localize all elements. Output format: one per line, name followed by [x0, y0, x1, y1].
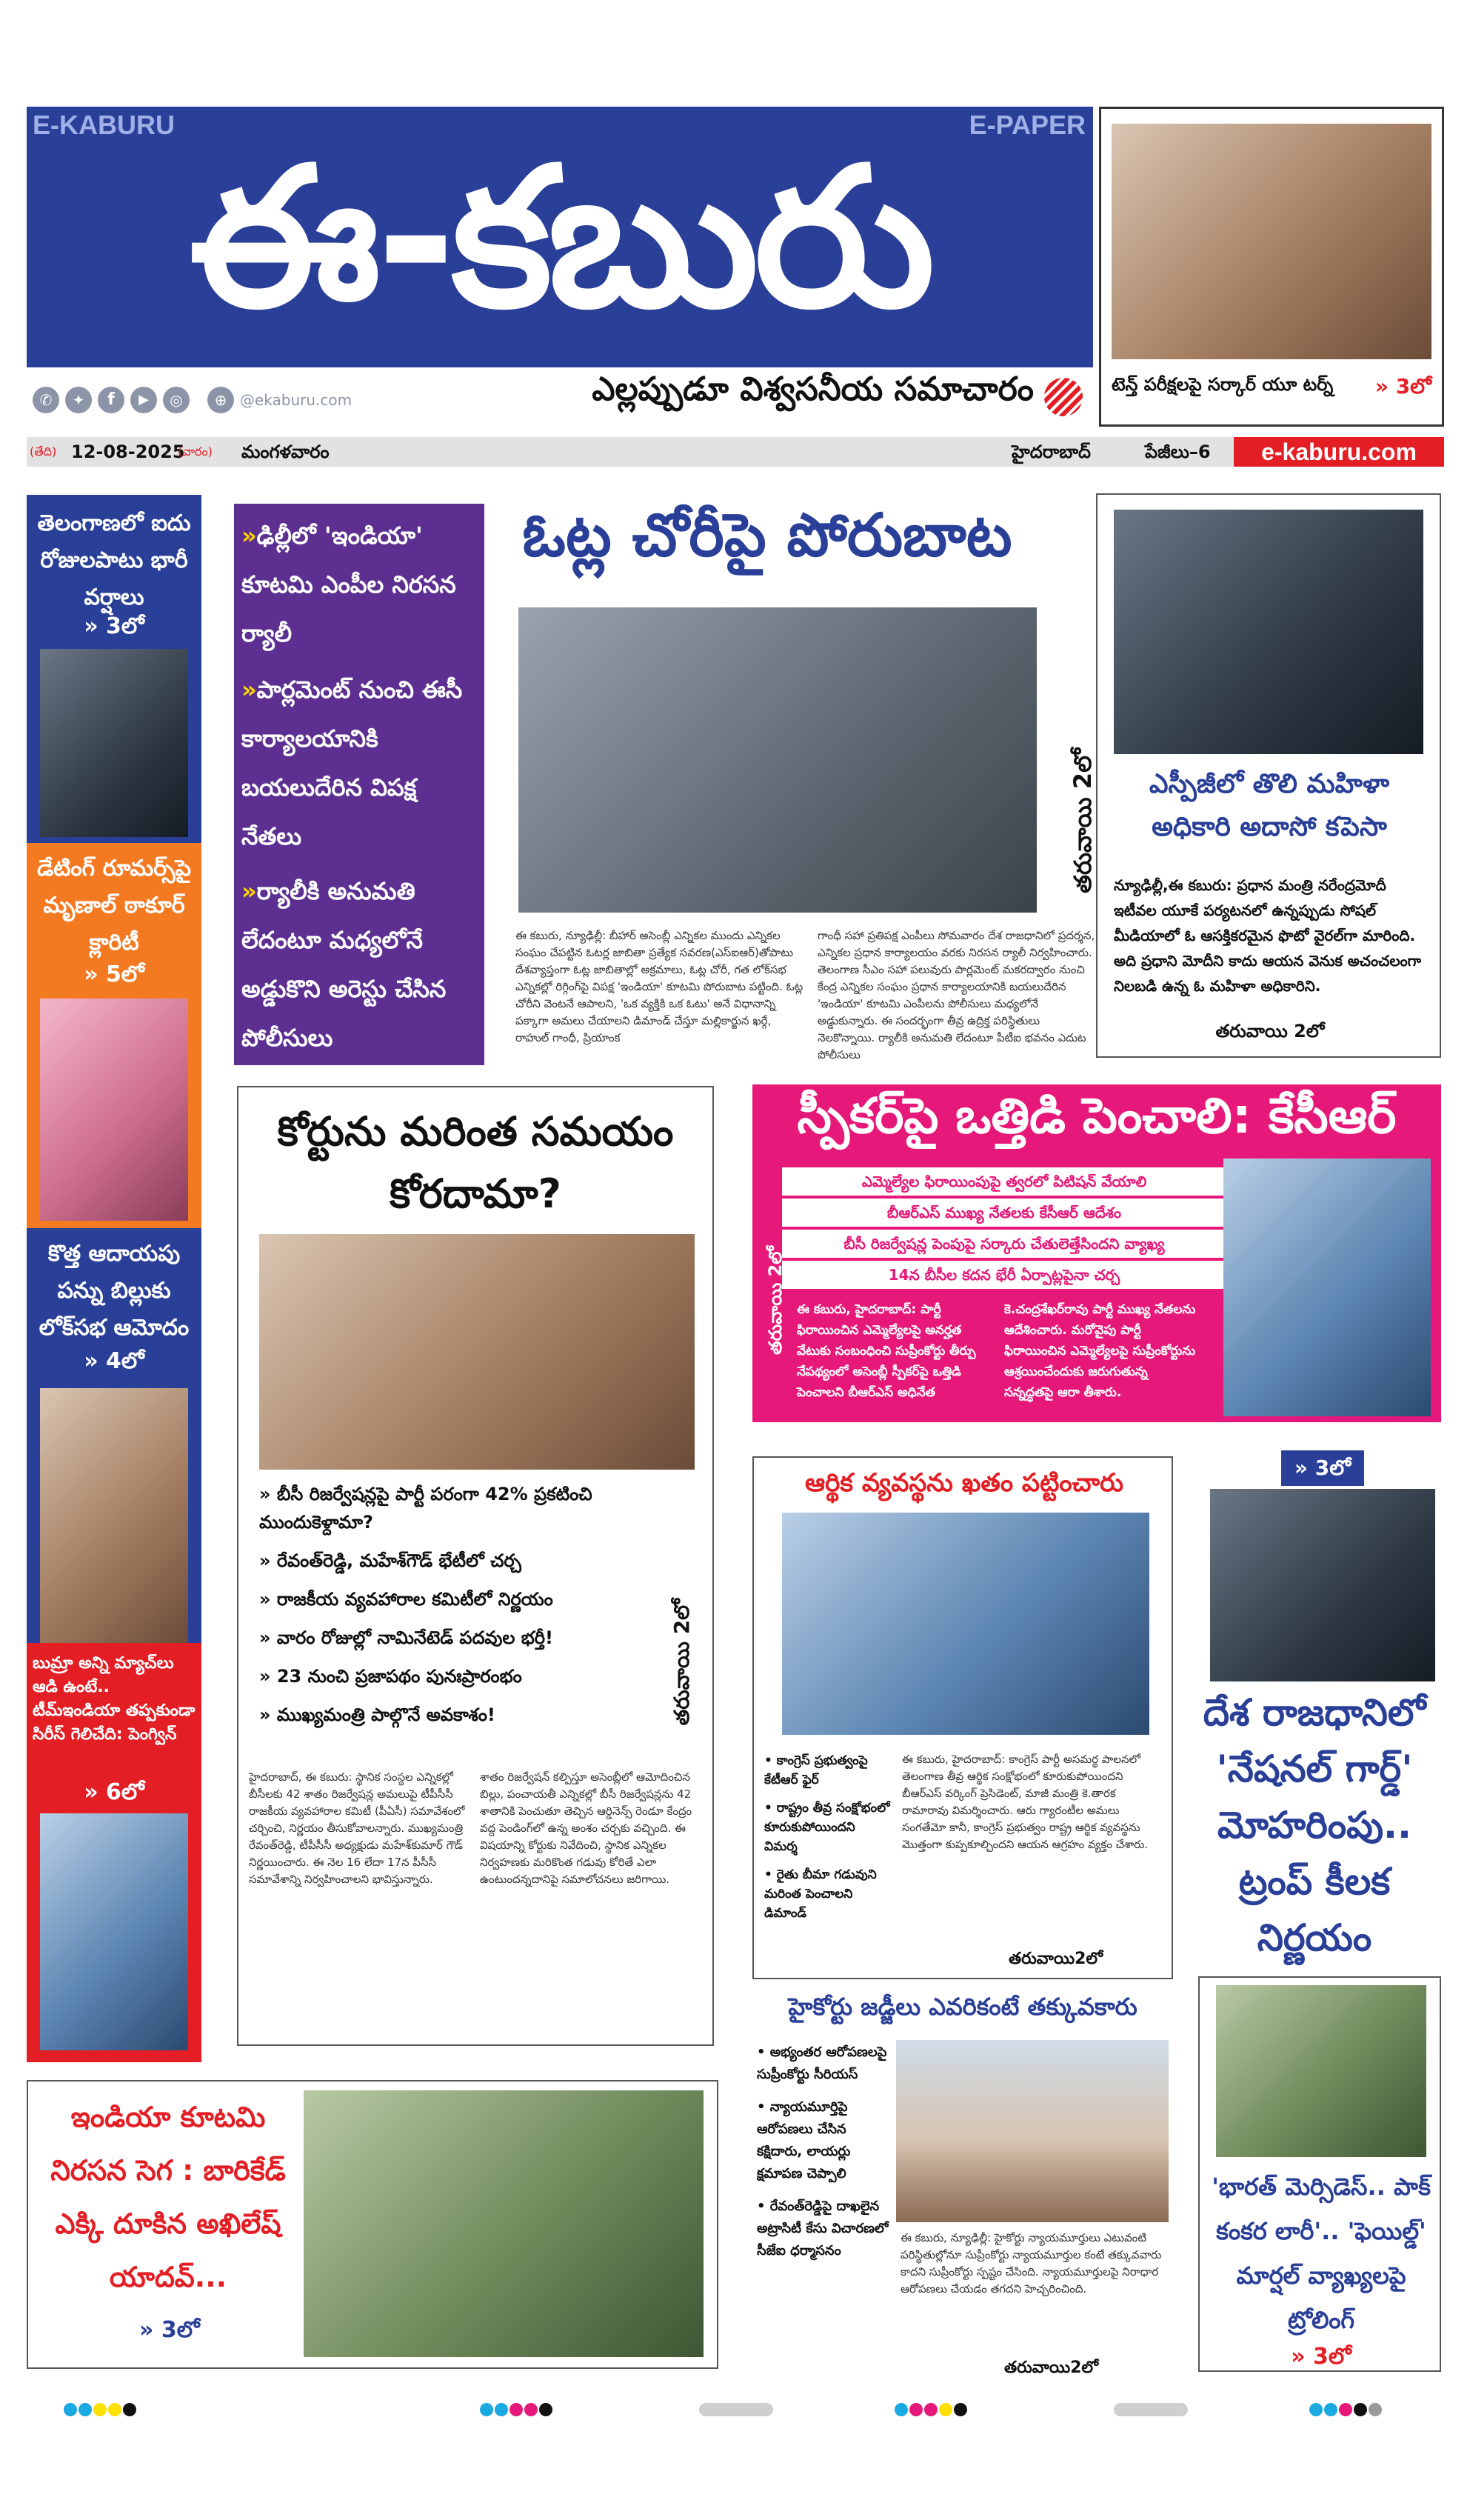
- cyan-mark: [480, 2403, 493, 2416]
- lead-headline[interactable]: ఓట్ల చోరీపై పోరుబాట: [522, 501, 1012, 570]
- court-bullet: » వారం రోజుల్లో నామినేటెడ్ పదవుల భర్తీ!: [259, 1627, 553, 1648]
- black-mark: [1354, 2403, 1367, 2416]
- left-rail: [27, 495, 201, 2062]
- spg-headline: ఎస్పీజీలో తొలి మహిళా అధికారి అదాసో కపెసా: [1149, 769, 1390, 842]
- ktr-bullet: • రైతు బీమా గడువుని మరింత పెంచాలని డిమాండ్: [764, 1867, 877, 1921]
- color-marks-2: [480, 2403, 552, 2416]
- site-link[interactable]: e-kaburu.com: [1234, 437, 1444, 467]
- army-chief-photo: [1216, 1985, 1426, 2157]
- court-bullet: » రేవంత్‌రెడ్డి, మహేశ్‌గౌడ్ భేటీలో చర్చ: [259, 1550, 521, 1571]
- kcr-body-col1: ఈ కబురు, హైదరాబాద్: పార్టీ ఫిరాయించిన ఎమ్మెల్యేలపై అనర్హత వేటుకు సంబంధించి సుప్రీంకోర్టు తీర్పు నేపథ్యంలో అసెంబ్లీ స్పీకర్‌పై ఒత్తిడి పెంచాలని బీఆర్ఎస్ అధినేత: [797, 1302, 976, 1400]
- supreme-court-photo: [896, 2040, 1169, 2222]
- cyan-mark: [1309, 2403, 1323, 2416]
- rail-text: కొత్త ఆదాయపు పన్ను బిల్లుకు లోక్‌సభ ఆమోదం: [39, 1241, 190, 1341]
- epaper-label: E-PAPER: [969, 110, 1086, 140]
- spg-body: న్యూఢిల్లీ,ఈ కబురు: ప్రధాన మంత్రి నరేంద్రమోదీ ఇటీవల యూకే పర్యటనలో ఉన్నప్పుడు సోషల్ మీడియాలో ఓ ఆసక్తికరమైన ఫొటో వైరల్‌గా మారింది. అది ప్రధాని మోదీని కాదు ఆయన వెనుక అచంచలంగా నిలబడి ఉన్న ఓ మహిళా అధికారిని.: [1114, 876, 1422, 995]
- kcr-headline: స్పీకర్‌పై ఒత్తిడి పెంచాలి: కేసీఆర్: [797, 1087, 1397, 1144]
- yellow-mark: [108, 2403, 121, 2416]
- instagram-icon[interactable]: ◎: [163, 387, 190, 413]
- kcr-sub: 14న బీసీల కదన భేరీ ఏర్పాట్లపైనా చర్చ: [782, 1261, 1226, 1289]
- hc-bullet: • రేవంత్‌రెడ్డిపై దాఖలైన అట్రాసిటీ కేసు విచారణలో సీజేఐ ధర్మాసనం: [757, 2199, 889, 2259]
- ktr-photo: [782, 1513, 1149, 1735]
- lead-body-col1: ఈ కబురు, న్యూఢిల్లీ: బీహార్ అసెంబ్లీ ఎన్నికల ముందు ఎన్నికల సంఘం చేపట్టిన ఓటర్ల జాబితా ప్రత్యేక సవరణ(ఎస్ఐఆర్)తోపాటు దేశవ్యాప్తంగా ఓట్ల జాబితాల్లో అక్రమాలు, ఓట్ల చోరీ, గత లోక్‌సభ ఎన్నికల్లో రిగ్గింగ్‌పై విపక్ష 'ఇండియా' కూటమి పోరుబాట పట్టింది. ఓట్ల చోరీని వెంటనే ఆపాలని, 'ఒక వ్యక్తికి ఒక ఓటు' అనే విధానాన్ని పక్కాగా అమలు చేయాలని డిమాండ్ చేస్తూ మల్లికార్జున ఖర్గే, రాహుల్ గాంధీ, ప్రియాంక: [515, 929, 804, 1044]
- court-box[interactable]: [237, 1086, 714, 2046]
- court-bullet: » బీసీ రిజర్వేషన్లపై పార్టీ పరంగా 42% ప్రకటించి ముందుకెళ్దామా?: [259, 1484, 592, 1533]
- gray-mark: [1369, 2403, 1382, 2416]
- black-mark: [123, 2403, 136, 2416]
- akhilesh-ref: » 3లో: [139, 2317, 200, 2343]
- cyan-mark: [1324, 2403, 1337, 2416]
- hc-bullet: • న్యాయమూర్తిపై ఆరోపణలు చేసిన కక్షిదారు, లాయర్లు క్షమాపణ చెప్పాలి: [757, 2099, 851, 2181]
- rail-item[interactable]: [27, 843, 201, 1228]
- top-right-box[interactable]: [1099, 107, 1444, 427]
- court-body-col2: శాతం రిజర్వేషన్ కల్పిస్తూ అసెంబ్లీలో ఆమోదించిన బిల్లు, పంచాయతీ ఎన్నికల్లో బీసీ రిజర్వేషన్లను 42 శాతానికి పెంచుతూ తెచ్చిన ఆర్డినెన్స్ రెండూ కేంద్రం వద్ద పెండింగ్‌లో ఉన్న అంశం చర్చకు వచ్చింది. ఈ విషయాన్ని కోర్టుకు నివేదించి, స్థానిక ఎన్నికల నిర్వహణకు మరికొంత గడువు కోరితే ఎలా ఉంటుందన్నదానిపై సమాలోచనలు జరిగాయి.: [480, 1770, 692, 1886]
- ktr-bullet: • రాష్ట్రం తీవ్ర సంక్షోభంలో కూరుకుపోయిందని విమర్శ: [764, 1801, 890, 1854]
- gray-bar-2: [1114, 2403, 1188, 2416]
- hc-bullet: • అభ్యంతర ఆరోపణలపై సుప్రీంకోర్టు సీరియస్: [757, 2044, 887, 2082]
- rain-photo: [40, 649, 188, 837]
- ktr-continued[interactable]: తరువాయి2లో: [1009, 1950, 1103, 1968]
- hc-continued[interactable]: తరువాయి2లో: [1004, 2359, 1099, 2377]
- court-bullet: » రాజకీయ వ్యవహారాల కమిటీలో నిర్ణయం: [259, 1589, 553, 1610]
- globe-icon[interactable]: ⊕: [207, 387, 234, 413]
- kcr-sub: ఎమ్మెల్యేల ఫిరాయింపుపై త్వరలో పిటిషన్ వేయాలి: [782, 1167, 1226, 1196]
- yellow-mark: [93, 2403, 107, 2416]
- pak-headline: 'భారత్ మెర్సిడెస్.. పాక్ కంకర లారీ'.. 'ఫెయిల్డ్' మార్షల్ వ్యాఖ్యలపై ట్రోలింగ్: [1212, 2173, 1431, 2334]
- court-photo: [259, 1234, 695, 1470]
- pak-box[interactable]: [1198, 1976, 1441, 2372]
- black-mark: [539, 2403, 552, 2416]
- yellow-mark: [939, 2403, 952, 2416]
- color-marks-4: [1309, 2403, 1382, 2416]
- court-headline: కోర్టును మరింత సమయం కోరదామా?: [277, 1108, 674, 1217]
- cyan-mark: [895, 2403, 908, 2416]
- whatsapp-icon[interactable]: ✆: [33, 387, 59, 413]
- magenta-mark: [510, 2403, 523, 2416]
- hc-body: ఈ కబురు, న్యూఢిల్లీ: హైకోర్టు న్యాయమూర్తులు ఎటువంటి పరిస్థితుల్లోనూ సుప్రీంకోర్టు న్యాయమూర్తుల కంటే తక్కువవారు కాదని సుప్రీంకోర్టు స్పష్టం చేసింది. న్యాయమూర్తులపై నిరాధార ఆరోపణలు చేయడం తగదని హెచ్చరించింది.: [901, 2231, 1162, 2296]
- kcr-body-col2: కె.చంద్రశేఖర్‌రావు పార్టీ ముఖ్య నేతలను ఆదేశించారు. మరోవైపు పార్టీ ఫిరాయించిన ఎమ్మెల్యేలపై సుప్రీంకోర్టును ఆశ్రయించేందుకు జరుగుతున్న సన్నద్ధతపై ఆరా తీశారు.: [1004, 1302, 1196, 1400]
- trump-ref[interactable]: » 3లో: [1281, 1450, 1364, 1486]
- lead-bullet-text: ర్యాలీకి అనుమతి లేదంటూ మధ్యలోనే అడ్డుకొని అరెస్టు చేసిన పోలీసులు: [241, 877, 447, 1052]
- tagline: ఎల్లప్పుడూ విశ్వసనీయ సమాచారం: [592, 370, 1034, 408]
- ktr-box[interactable]: [752, 1456, 1173, 1979]
- rail-ref: » 3లో: [84, 613, 144, 639]
- spg-photo: [1114, 510, 1423, 754]
- minister-photo: [40, 1388, 188, 1643]
- dateline: [27, 437, 1444, 467]
- rail-text: డేటింగ్ రూమర్స్‌పై మృణాల్ ఠాకూర్ క్లారిటీ: [37, 856, 191, 956]
- masthead-title: ఈ-కబురు: [189, 127, 931, 350]
- actress-photo: [40, 999, 188, 1221]
- lead-bullets-box: [234, 504, 484, 1065]
- trump-photo: [1210, 1489, 1435, 1681]
- tagline-logo-icon: [1044, 378, 1083, 416]
- rail-ref: » 6లో: [84, 1779, 144, 1805]
- court-bullets: [259, 1480, 659, 1739]
- lead-body-col2: గాంధీ సహా ప్రతిపక్ష ఎంపీలు సోమవారం దేశ రాజధానిలో ప్రదర్శన, ఎన్నికల ప్రధాన కార్యాలయం వరకు నిరసన ర్యాలీ నిర్వహించారు. తెలంగాణ సీఎం సహా పలువురు పార్లమెంట్ మకరద్వారం నుంచి కేంద్ర ఎన్నికల సంఘం ప్రధాన కార్యాలయానికి బయలుదేరిన 'ఇండియా' కూటమి ఎంపీలను పోలీసులు మధ్యలోనే అడ్డుకున్నారు. ఈ సందర్భంగా తీవ్ర ఉద్రిక్త పరిస్థితులు నెలకొన్నాయి. ర్యాలీకి అనుమతి లేదంటూ పీటీఐ భవనం ఎదుట పోలీసులు: [818, 929, 1095, 1061]
- cyan-mark: [78, 2403, 92, 2416]
- kcr-sub: బీఆర్ఎస్ ముఖ్య నేతలకు కేసీఆర్ ఆదేశం: [782, 1199, 1226, 1227]
- cyan-mark: [495, 2403, 508, 2416]
- masthead: [27, 107, 1093, 427]
- rail-ref: » 4లో: [84, 1348, 144, 1374]
- social-icons: [33, 387, 352, 413]
- black-mark: [954, 2403, 967, 2416]
- kcr-sub: బీసీ రిజర్వేషన్ల పెంపుపై సర్కారు చేతులెత్తేసిందని వ్యాఖ్య: [782, 1230, 1226, 1258]
- lead-photo: [518, 607, 1037, 913]
- pak-ref: » 3లో: [1291, 2344, 1352, 2370]
- kcr-continued[interactable]: తరువాయి 2లో: [765, 1246, 786, 1355]
- lead-bullet: »ఢిల్లీలో 'ఇండియా' కూటమి ఎంపీల నిరసన ర్యాలీ: [241, 521, 456, 647]
- exam-photo: [1112, 124, 1431, 359]
- date-label: (తేది): [30, 444, 57, 459]
- youtube-icon[interactable]: ▶: [130, 387, 157, 413]
- twitter-icon[interactable]: ✦: [65, 387, 92, 413]
- facebook-icon[interactable]: f: [98, 387, 124, 413]
- rail-text: బుమ్రా అన్ని మ్యాచ్‌లు ఆడి ఉంటే.. టీమ్ఇండియా తప్పకుండా సిరీస్ గెలిచేది: పెంగ్విన్: [33, 1654, 196, 1744]
- rail-ref: » 5లో: [84, 961, 144, 987]
- akhilesh-photo: [304, 2090, 704, 2357]
- ktr-headline: ఆర్థిక వ్యవస్థను ఖతం పట్టించారు: [804, 1468, 1124, 1498]
- ktr-bullet: • కాంగ్రెస్ ప్రభుత్వంపై కేటీఆర్ ఫైర్: [764, 1753, 868, 1787]
- gray-bar-1: [699, 2403, 773, 2416]
- rail-text: తెలంగాణలో ఐదు రోజులపాటు భారీ వర్షాలు: [37, 510, 191, 610]
- trump-headline[interactable]: దేశ రాజధానిలో 'నేషనల్ గార్డ్' మోహరింపు.. ట్రంప్ కీలక నిర్ణయం: [1203, 1691, 1426, 1959]
- kcr-box[interactable]: [752, 1084, 1441, 1422]
- weekday: మంగళవారం: [241, 441, 330, 462]
- top-right-ref: » 3లో: [1374, 374, 1431, 399]
- city: హైదరాబాద్: [1012, 441, 1091, 462]
- magenta-mark: [1339, 2403, 1352, 2416]
- akhilesh-headline: ఇండియా కూటమి నిరసన సెగ : బారికేడ్ ఎక్కి దూకిన అఖిలేష్ యాదవ్...: [50, 2101, 286, 2293]
- date: 12-08-2025: [71, 441, 185, 462]
- color-marks-3: [895, 2403, 967, 2416]
- rail-item[interactable]: [27, 1228, 201, 1643]
- magenta-mark: [924, 2403, 938, 2416]
- lead-continued[interactable]: తరువాయి 2లో: [1069, 748, 1097, 893]
- cyan-mark: [64, 2403, 77, 2416]
- rail-item[interactable]: [27, 495, 201, 843]
- hc-headline: హైకోర్టు జడ్జీలు ఎవరికంటే తక్కువకారు: [788, 1993, 1137, 2021]
- court-continued[interactable]: తరువాయి 2లో: [669, 1599, 694, 1726]
- spg-box[interactable]: [1096, 493, 1441, 1058]
- lead-bullet: »పార్లమెంట్ నుంచి ఈసీ కార్యాలయానికి బయలుదేరిన విపక్ష నేతలు: [241, 676, 463, 850]
- rail-item[interactable]: [27, 1643, 201, 2062]
- lead-bullet: »ర్యాలీకి అనుమతి లేదంటూ మధ్యలోనే అడ్డుకొని అరెస్టు చేసిన పోలీసులు: [241, 877, 447, 1052]
- spg-continued[interactable]: తరువాయి 2లో: [1215, 1021, 1325, 1041]
- pages: పేజీలు–6: [1145, 441, 1211, 462]
- handle[interactable]: @ekaburu.com: [240, 391, 353, 409]
- kcr-subs: [782, 1167, 1226, 1289]
- magenta-mark: [524, 2403, 538, 2416]
- ktr-bullets: [764, 1751, 890, 1923]
- court-body-col1: హైదరాబాద్, ఈ కబురు: స్థానిక సంస్థల ఎన్నికల్లో బీసీలకు 42 శాతం రిజర్వేషన్ల అమలుపై టీపీసీసీ రాజకీయ వ్యవహారాల కమిటీ (పీఏసీ) సమావేశంలో చర్చించి, నిర్ణయం తీసుకోవాలన్నారు. ముఖ్యమంత్రి రేవంత్‌రెడ్డి, టీపీసీసీ అధ్యక్షుడు మహేశ్‌కుమార్ గౌడ్ నిర్ణయించారు. ఈ నెల 16 లేదా 17న పీసీసీ సమావేశాన్ని నిర్వహించాలని భావిస్తున్నారు.: [249, 1770, 465, 1886]
- bumrah-photo: [40, 1813, 188, 2050]
- hc-box[interactable]: [752, 1993, 1173, 2378]
- brand-small: E-KABURU: [33, 110, 175, 140]
- lead-bullet-text: ఢిల్లీలో 'ఇండియా' కూటమి ఎంపీల నిరసన ర్యాలీ: [241, 521, 456, 647]
- court-bullet: » ముఖ్యమంత్రి పాల్గొనే అవకాశం!: [259, 1704, 495, 1725]
- color-marks-1: [64, 2403, 136, 2416]
- ktr-body: ఈ కబురు, హైదరాబాద్: కాంగ్రెస్ పార్టీ అసమర్థ పాలనలో తెలంగాణ తీవ్ర ఆర్థిక సంక్షోభంలో కూరుకుపోయిందని బీఆర్ఎస్ వర్కింగ్ ప్రెసిడెంట్, మాజీ మంత్రి కె.తారక రామారావు విమర్శించారు. ఆరు గ్యారంటీల అమలు సంగతేమో కానీ, కాంగ్రెస్ ప్రభుత్వం రాష్ట్ర ఆర్థిక వ్యవస్థను మొత్తంగా కుప్పకూల్చిందని ఆయన ఆగ్రహం వ్యక్తం చేశారు.: [902, 1753, 1149, 1851]
- kcr-photo: [1223, 1159, 1431, 1416]
- lead-bullet-text: పార్లమెంట్ నుంచి ఈసీ కార్యాలయానికి బయలుదేరిన విపక్ష నేతలు: [241, 676, 463, 850]
- weekday-label: (వారం): [178, 444, 213, 459]
- court-bullet: » 23 నుంచి ప్రజాపథం పునఃప్రారంభం: [259, 1666, 522, 1687]
- akhilesh-box[interactable]: [27, 2080, 718, 2369]
- top-right-caption: టెన్త్ పరీక్షలపై సర్కార్ యూ టర్న్: [1112, 374, 1334, 395]
- hc-bullets: [757, 2041, 890, 2262]
- magenta-mark: [909, 2403, 923, 2416]
